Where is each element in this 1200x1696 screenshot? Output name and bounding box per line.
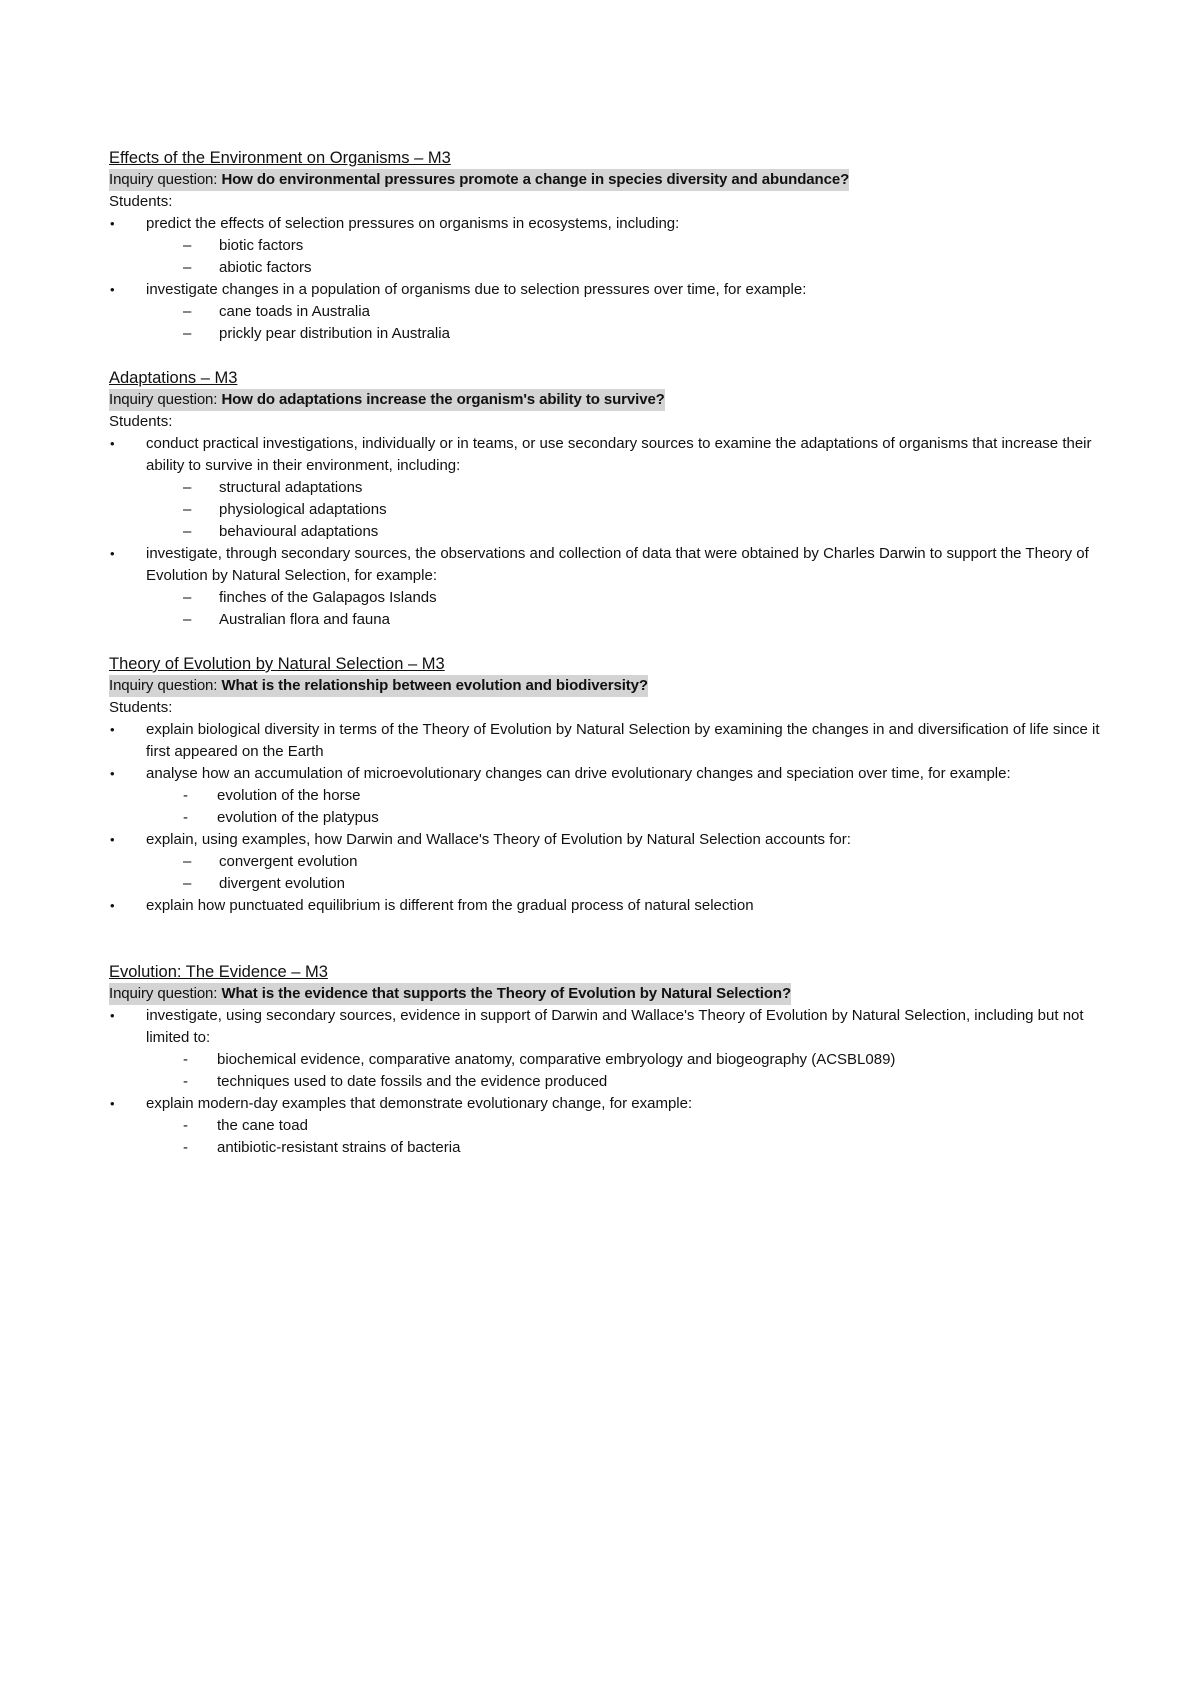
bullet-icon: • (110, 898, 115, 913)
inquiry-highlight (109, 675, 648, 697)
sub-item-text: abiotic factors (219, 259, 312, 276)
outcome-list (109, 1005, 1109, 1049)
list-item-text: explain, using examples, how Darwin and Wallace's Theory of Evolution by Natural Selection accounts for: (146, 831, 851, 848)
list-item-text: predict the effects of selection pressures on organisms in ecosystems, including: (146, 215, 680, 232)
dash-icon: – (183, 611, 192, 628)
inquiry-highlight (109, 169, 849, 191)
dash-icon: - (183, 809, 188, 826)
list-item-text: explain how punctuated equilibrium is different from the gradual process of natural selection (146, 897, 754, 914)
inquiry-highlight (109, 389, 665, 411)
outcome-list (109, 895, 1109, 917)
list-item (109, 543, 1109, 587)
sub-item-text: biochemical evidence, comparative anatomy, comparative embryology and biogeography (ACSBL089) (217, 1051, 896, 1068)
dash-icon: – (183, 853, 192, 870)
list-item (109, 1093, 1109, 1115)
sub-list-item (109, 521, 1109, 543)
section-adaptations (109, 367, 1109, 631)
list-item-text: conduct practical investigations, individually or in teams, or use secondary sources to examine the adaptations of organisms that increase their ability to survive in their environment, including: (146, 435, 1092, 474)
section-title: Effects of the Environment on Organisms – M3 (109, 149, 451, 167)
sub-list (109, 301, 1109, 345)
list-item-text: investigate, using secondary sources, evidence in support of Darwin and Wallace's Theory of Evolution by Natural Selection, including but not limited to: (146, 1007, 1084, 1046)
sub-list-item (109, 477, 1109, 499)
sub-list-item (109, 1115, 1109, 1137)
bullet-icon: • (110, 722, 115, 737)
list-item (109, 1005, 1109, 1049)
sub-list (109, 1115, 1109, 1159)
list-item (109, 763, 1109, 785)
students-label: Students: (109, 699, 173, 716)
inquiry-prefix: Inquiry question: (109, 985, 222, 1002)
section-title: Adaptations – M3 (109, 369, 238, 387)
inquiry-prefix: Inquiry question: (109, 391, 222, 408)
section-title: Theory of Evolution by Natural Selection – M3 (109, 655, 445, 673)
list-item-text: explain modern-day examples that demonstrate evolutionary change, for example: (146, 1095, 693, 1112)
sub-list-item (109, 807, 1109, 829)
list-item (109, 895, 1109, 917)
inquiry-prefix: Inquiry question: (109, 171, 222, 188)
section-theory-of-evolution (109, 653, 1109, 917)
sub-list-item (109, 257, 1109, 279)
list-item-text: analyse how an accumulation of microevolutionary changes can drive evolutionary changes and speciation over time, for example: (146, 765, 1011, 782)
inquiry-question: How do environmental pressures promote a change in species diversity and abundance? (221, 171, 850, 188)
inquiry-question: How do adaptations increase the organism's ability to survive? (221, 391, 665, 408)
bullet-icon: • (110, 436, 115, 451)
inquiry-line (109, 169, 1109, 191)
outcome-list (109, 1093, 1109, 1115)
dash-icon: - (183, 1139, 188, 1156)
dash-icon: – (183, 501, 192, 518)
students-label: Students: (109, 193, 173, 210)
bullet-icon: • (110, 832, 115, 847)
sub-item-text: Australian flora and fauna (219, 611, 390, 628)
outcome-list (109, 829, 1109, 851)
outcome-list (109, 543, 1109, 587)
list-item-text: explain biological diversity in terms of the Theory of Evolution by Natural Selection by examining the changes in and diversification of life since it first appeared on the Earth (146, 721, 1100, 760)
inquiry-line (109, 983, 1109, 1005)
list-item-text: investigate changes in a population of organisms due to selection pressures over time, for example: (146, 281, 807, 298)
bullet-icon: • (110, 766, 115, 781)
dash-icon: - (183, 1051, 188, 1068)
sub-item-text: evolution of the horse (217, 787, 361, 804)
bullet-icon: • (110, 282, 115, 297)
sub-list-item (109, 873, 1109, 895)
sub-list (109, 587, 1109, 631)
bullet-icon: • (110, 1008, 115, 1023)
section-title: Evolution: The Evidence – M3 (109, 963, 328, 981)
sub-item-text: behavioural adaptations (219, 523, 379, 540)
section-environment (109, 147, 1109, 345)
outcome-list (109, 433, 1109, 477)
inquiry-highlight (109, 983, 791, 1005)
bullet-icon: • (110, 546, 115, 561)
sub-item-text: techniques used to date fossils and the evidence produced (217, 1073, 608, 1090)
dash-icon: – (183, 589, 192, 606)
sub-list-item (109, 587, 1109, 609)
list-item (109, 433, 1109, 477)
sub-item-text: antibiotic-resistant strains of bacteria (217, 1139, 461, 1156)
dash-icon: - (183, 787, 188, 804)
sub-list-item (109, 785, 1109, 807)
sub-item-text: finches of the Galapagos Islands (219, 589, 437, 606)
inquiry-question: What is the evidence that supports the Theory of Evolution by Natural Selection? (221, 985, 792, 1002)
sub-list (109, 785, 1109, 829)
students-label: Students: (109, 413, 173, 430)
sub-list (109, 851, 1109, 895)
sub-list (109, 1049, 1109, 1093)
outcome-list (109, 279, 1109, 301)
list-item (109, 829, 1109, 851)
document-page (109, 147, 1109, 1159)
dash-icon: – (183, 303, 192, 320)
bullet-icon: • (110, 1096, 115, 1111)
sub-list-item (109, 1137, 1109, 1159)
sub-item-text: physiological adaptations (219, 501, 387, 518)
sub-list-item (109, 235, 1109, 257)
inquiry-line (109, 389, 1109, 411)
sub-list-item (109, 1071, 1109, 1093)
dash-icon: – (183, 875, 192, 892)
sub-list-item (109, 1049, 1109, 1071)
section-evidence (109, 961, 1109, 1159)
list-item-text: investigate, through secondary sources, the observations and collection of data that were obtained by Charles Darwin to support the Theory of Evolution by Natural Selection, for example: (146, 545, 1089, 584)
list-item (109, 213, 1109, 235)
list-item (109, 719, 1109, 763)
sub-list-item (109, 323, 1109, 345)
sub-item-text: structural adaptations (219, 479, 363, 496)
dash-icon: - (183, 1073, 188, 1090)
inquiry-prefix: Inquiry question: (109, 677, 222, 694)
inquiry-question: What is the relationship between evolution and biodiversity? (221, 677, 648, 694)
bullet-icon: • (110, 216, 115, 231)
outcome-list (109, 213, 1109, 235)
sub-list-item (109, 499, 1109, 521)
list-item (109, 279, 1109, 301)
sub-item-text: biotic factors (219, 237, 304, 254)
dash-icon: – (183, 325, 192, 342)
sub-list-item (109, 609, 1109, 631)
sub-list (109, 235, 1109, 279)
sub-item-text: evolution of the platypus (217, 809, 379, 826)
dash-icon: – (183, 523, 192, 540)
sub-list-item (109, 851, 1109, 873)
dash-icon: – (183, 237, 192, 254)
sub-item-text: cane toads in Australia (219, 303, 370, 320)
dash-icon: – (183, 479, 192, 496)
sub-item-text: convergent evolution (219, 853, 358, 870)
outcome-list (109, 719, 1109, 785)
dash-icon: – (183, 259, 192, 276)
dash-icon: - (183, 1117, 188, 1134)
sub-item-text: the cane toad (217, 1117, 308, 1134)
sub-list-item (109, 301, 1109, 323)
sub-item-text: prickly pear distribution in Australia (219, 325, 450, 342)
sub-list (109, 477, 1109, 543)
sub-item-text: divergent evolution (219, 875, 345, 892)
inquiry-line (109, 675, 1109, 697)
